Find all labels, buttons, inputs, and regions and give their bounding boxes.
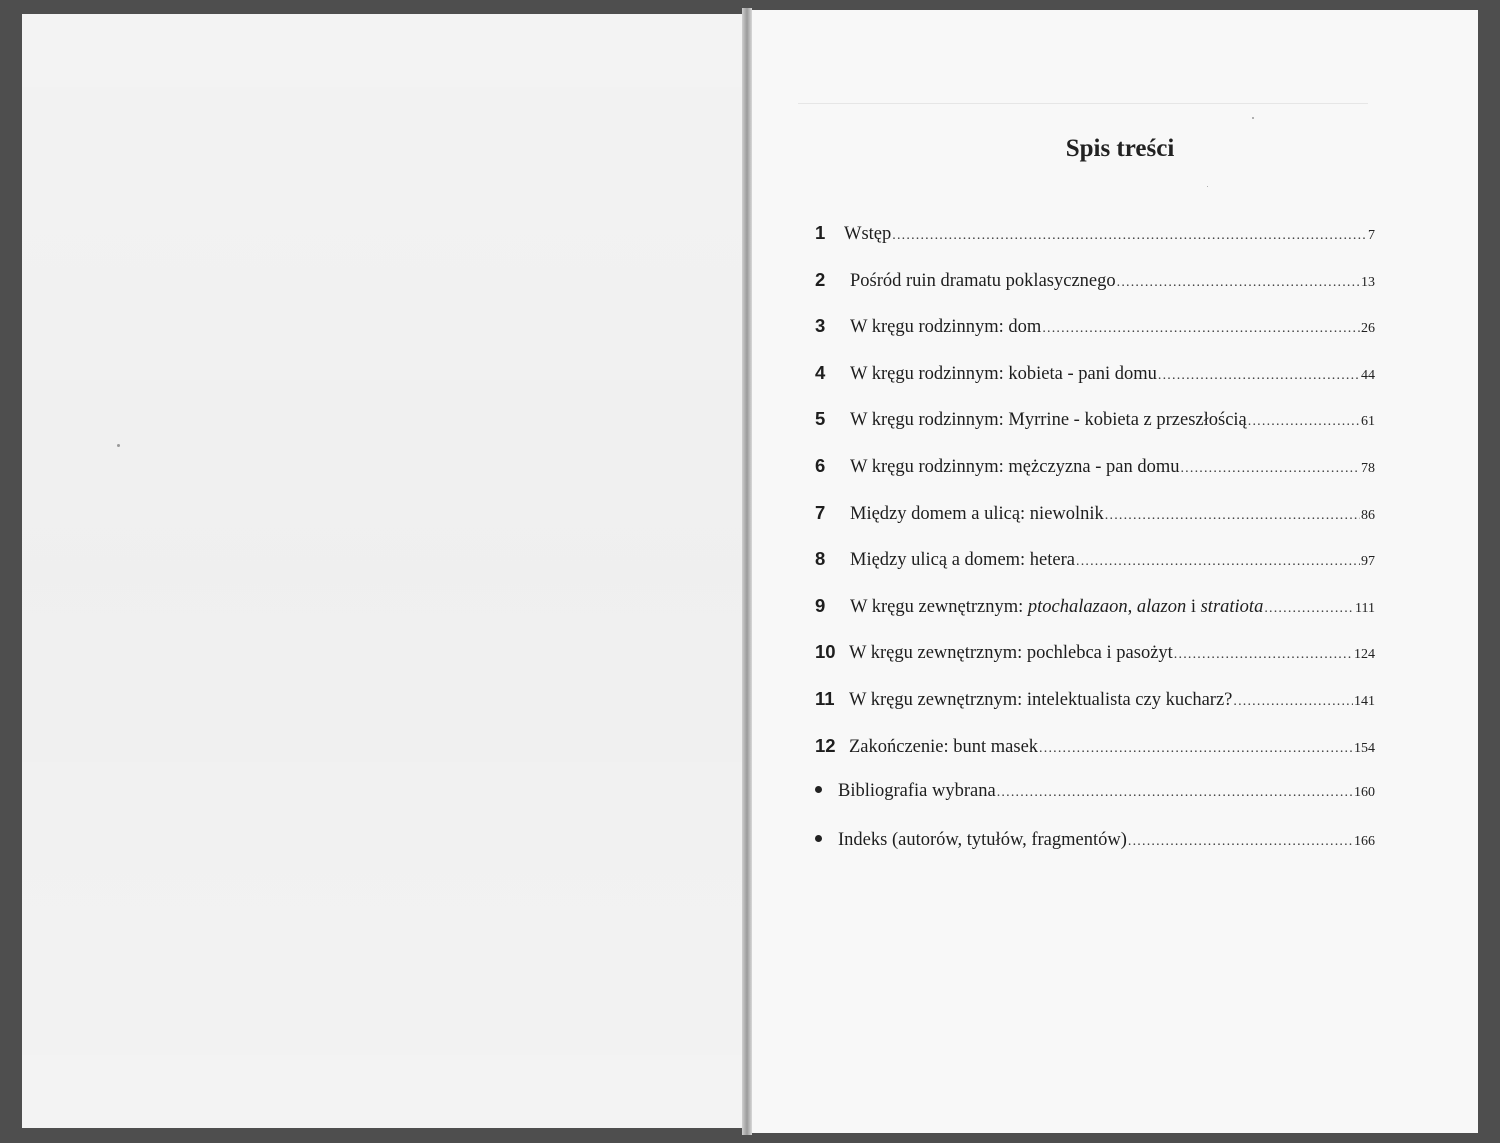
toc-entry-label: Między ulicą a domem: hetera [850, 550, 1075, 571]
toc-entry-page: 154 [1354, 740, 1375, 756]
toc-entry-12 [815, 735, 1375, 782]
book-spine [742, 8, 752, 1135]
toc-leader-dots [1039, 741, 1353, 757]
toc-leader-dots [997, 785, 1353, 801]
toc-leader-dots [1248, 414, 1360, 430]
toc-entry-term-stratiota: stratiota [1200, 596, 1264, 617]
toc-entry-6 [815, 455, 1375, 502]
toc-leader-dots [1042, 321, 1360, 337]
toc-appendix-bibliography [815, 781, 1375, 830]
scan-speck [1207, 186, 1208, 187]
toc-leader-dots [1174, 647, 1353, 663]
toc-entry-page: 111 [1355, 600, 1375, 616]
toc-entry-label: W kręgu zewnętrznym: intelektualista czy kucharz? [849, 689, 1233, 710]
toc-entry-10 [815, 641, 1375, 688]
toc-entry-9 [815, 595, 1375, 642]
toc-entry-separator: , [1127, 596, 1137, 617]
toc-entry-page: 97 [1361, 554, 1375, 570]
toc-entry-2 [815, 269, 1375, 316]
toc-entry-term-alazon: alazon [1136, 596, 1187, 617]
toc-entry-page: 44 [1361, 367, 1375, 383]
toc-entry-label: Zakończenie: bunt masek [849, 736, 1039, 757]
toc-entry-label-prefix: W kręgu zewnętrznym: [850, 596, 1028, 617]
toc-entry-7 [815, 502, 1375, 549]
toc-entry-label: W kręgu rodzinnym: kobieta - pani domu [850, 363, 1157, 384]
toc-entry-number: 8 [815, 548, 826, 570]
toc-entry-label: W kręgu rodzinnym: mężczyzna - pan domu [850, 456, 1180, 477]
toc-entry-4 [815, 362, 1375, 409]
toc-entry-3 [815, 315, 1375, 362]
toc-leader-dots [1117, 275, 1360, 291]
toc-entry-number: 3 [815, 315, 826, 337]
page-title: Spis treści [1065, 135, 1175, 162]
toc-entry-11 [815, 688, 1375, 735]
scan-speck [1252, 117, 1254, 119]
table-of-contents [815, 222, 1375, 878]
toc-entry-page: 26 [1361, 321, 1375, 337]
toc-entry-5 [815, 408, 1375, 455]
toc-entry-number: 2 [815, 268, 826, 290]
toc-entry-label: W kręgu zewnętrznym: pochlebca i pasożyt [849, 643, 1173, 664]
toc-entry-label: Między domem a ulicą: niewolnik [850, 503, 1104, 524]
bullet-icon [815, 835, 822, 842]
toc-entry-1 [815, 222, 1375, 269]
toc-entry-page: 78 [1361, 460, 1375, 476]
toc-entry-separator: i [1186, 596, 1201, 617]
toc-leader-dots [1076, 554, 1360, 570]
toc-entry-label: W kręgu rodzinnym: Myrrine - kobieta z przeszłością [850, 410, 1247, 431]
toc-leader-dots [892, 228, 1367, 244]
toc-entry-page: 7 [1368, 228, 1375, 243]
toc-entry-number: 9 [815, 594, 826, 616]
toc-entry-label: Bibliografia wybrana [838, 781, 996, 802]
toc-entry-page: 86 [1361, 507, 1375, 523]
toc-entry-8 [815, 548, 1375, 595]
toc-leader-dots [1264, 601, 1354, 617]
toc-entry-page: 124 [1354, 647, 1375, 663]
toc-leader-dots [1233, 694, 1353, 710]
toc-entry-number: 7 [815, 501, 826, 523]
toc-entry-term-ptochalazaon: ptochalazaon [1027, 596, 1128, 617]
toc-entry-number: 4 [815, 361, 826, 383]
bullet-icon [815, 786, 822, 793]
toc-entry-number: 5 [815, 408, 826, 430]
toc-entry-number: 11 [815, 687, 835, 709]
left-page-show-through [22, 14, 744, 1128]
toc-leader-dots [1180, 461, 1360, 477]
header-rule [798, 103, 1368, 104]
toc-entry-label: Pośród ruin dramatu poklasycznego [850, 270, 1116, 291]
toc-entry-label: W kręgu rodzinnym: dom [850, 317, 1042, 338]
toc-entry-label: Wstęp [844, 224, 892, 244]
scan-speck [117, 444, 120, 447]
toc-entry-number: 12 [815, 734, 836, 756]
toc-appendix-index [815, 830, 1375, 879]
toc-entry-page: 13 [1361, 274, 1375, 290]
toc-entry-page: 166 [1354, 833, 1375, 849]
toc-entry-number: 10 [815, 641, 836, 663]
toc-leader-dots [1105, 508, 1360, 524]
toc-entry-page: 61 [1361, 414, 1375, 430]
toc-leader-dots [1128, 834, 1353, 850]
toc-entry-label [850, 597, 1263, 618]
toc-entry-number: 1 [815, 222, 826, 243]
left-page [22, 14, 744, 1128]
toc-entry-label: Indeks (autorów, tytułów, fragmentów) [838, 829, 1127, 850]
toc-entry-number: 6 [815, 454, 826, 476]
toc-entry-page: 141 [1354, 693, 1375, 709]
toc-entry-page: 160 [1354, 785, 1375, 801]
toc-leader-dots [1158, 368, 1360, 384]
